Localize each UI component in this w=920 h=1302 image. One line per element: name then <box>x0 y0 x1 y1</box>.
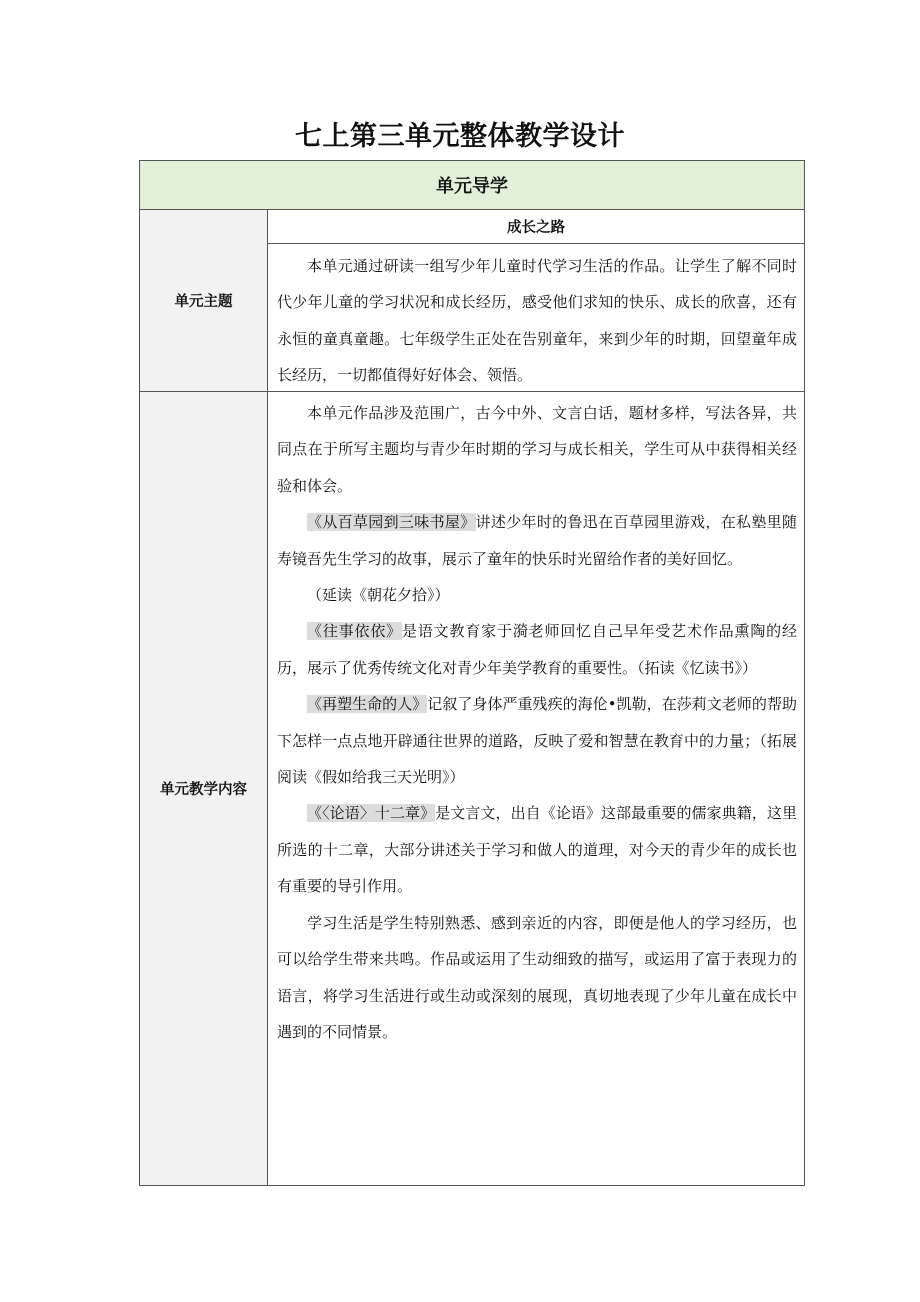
work-description: 是文言文，出自《论语》这部最重要的儒家典籍，这里所选的十二章，大部分讲述关于学习和做人的道理，对今天的青少年的成长也有重要的导引作用。 <box>277 804 797 896</box>
work-title: 《往事依依》 <box>307 622 402 641</box>
work-title: 《〈论语〉十二章》 <box>307 804 436 823</box>
content-cell <box>268 392 804 1185</box>
row-label-content: 单元教学内容 <box>140 392 268 1185</box>
content-intro: 本单元作品涉及范围广，古今中外、文言白话，题材多样，写法各异，共同点在于所写主题均与青少年时期的学习与成长相关，学生可从中获得相关经验和体会。 <box>277 404 797 495</box>
theme-paragraph: 本单元通过研读一组写少年儿童时代学习生活的作品。让学生了解不同时代少年儿童的学习状况和成长经历，感受他们求知的快乐、成长的欣喜，还有永恒的童真童趣。七年级学生正处在告别童年，来到少年的时期，回望童年成长经历，一切都值得好好体会、领悟。 <box>277 257 797 385</box>
work-paragraph <box>277 795 797 904</box>
work-description: 是语文教育家于漪老师回忆自己早年受艺术作品熏陶的经历，展示了优秀传统文化对青少年美学教育的重要性。（拓读《忆读书》） <box>277 622 797 677</box>
work-paragraph <box>277 504 797 577</box>
row-label-theme: 单元主题 <box>140 210 268 392</box>
extended-reading: （延读《朝花夕拾》） <box>307 586 450 605</box>
work-description: 讲述少年时的鲁迅在百草园里游戏，在私塾里随寿镜吾先生学习的故事，展示了童年的快乐时光留给作者的美好回忆。 <box>277 513 797 568</box>
content-summary: 学习生活是学生特别熟悉、感到亲近的内容，即便是他人的学习经历，也可以给学生带来共鸣。作品或运用了生动细致的描写，或运用了富于表现力的语言，将学习生活进行或生动或深刻的展现，真切地表现了少年儿童在成长中遇到的不同情景。 <box>277 913 797 1041</box>
work-paragraph <box>277 686 797 795</box>
work-title: 《再塑生命的人》 <box>307 695 428 714</box>
unit-design-table <box>139 160 805 1186</box>
work-description: 记叙了身体严重残疾的海伦•凯勒，在莎莉文老师的帮助下怎样一点点地开辟通往世界的道路，反映了爱和智慧在教育中的力量；（拓展阅读《假如给我三天光明》） <box>277 695 797 787</box>
theme-cell <box>268 244 804 392</box>
work-title: 《从百草园到三味书屋》 <box>307 513 476 532</box>
table-header: 单元导学 <box>140 161 804 210</box>
theme-subtitle: 成长之路 <box>268 210 804 244</box>
work-paragraph <box>277 613 797 686</box>
document-title: 七上第三单元整体教学设计 <box>295 121 625 152</box>
